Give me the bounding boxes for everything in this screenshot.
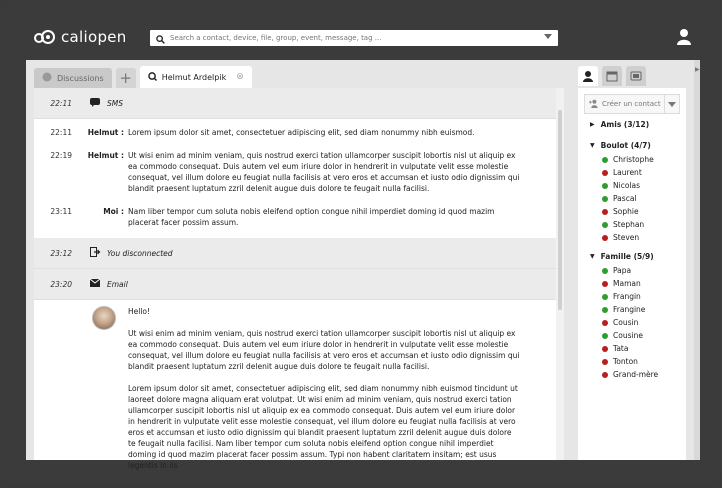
group-time: 22:11 xyxy=(50,98,72,108)
contact-name: Sophie xyxy=(613,207,639,216)
contact-name: Papa xyxy=(613,266,632,275)
status-dot xyxy=(602,359,608,365)
contacts-sidebar xyxy=(578,66,698,460)
contact-item[interactable] xyxy=(602,264,686,277)
status-dot xyxy=(602,183,608,189)
group-title: Famille (5/9) xyxy=(600,252,654,261)
top-bar xyxy=(26,24,700,54)
contact-name: Cousin xyxy=(613,318,639,327)
email-paragraph: Ut wisi enim ad minim veniam, quis nostrud exerci tation ullamcorper suscipit lobortis nisl ut aliquip ex ea commodo consequat. Duis autem vel eum iriure dolor in hendrerit in vulputate velit esse molestie consequat, vel illum dolore eu feugiat nulla facilisis at vero eros et accumsan et iusto odio dignissim qui blandit praesent luptatum zzril delenit augue duis dolore te feugait nulla facilisi. xyxy=(128,329,520,371)
email-body xyxy=(128,306,520,482)
group-time: 23:20 xyxy=(50,279,72,289)
status-dot xyxy=(602,307,608,313)
contact-item[interactable] xyxy=(602,329,686,342)
contact-item[interactable] xyxy=(602,179,686,192)
message-text: Lorem ipsum dolor sit amet, consectetuer adipiscing elit, sed diam nonummy nibh euismod. xyxy=(128,128,475,137)
triangle-down-icon: ▼ xyxy=(590,253,595,260)
group-title: Amis (3/12) xyxy=(600,120,650,129)
contacts-tab-icon[interactable] xyxy=(578,66,598,86)
status-dot xyxy=(602,157,608,163)
avatar[interactable] xyxy=(92,306,116,330)
sms-icon xyxy=(90,98,104,109)
contact-name: Pascal xyxy=(613,194,637,203)
message-time: 22:11 xyxy=(50,128,72,137)
message-row xyxy=(34,125,564,140)
message-time: 22:19 xyxy=(50,151,72,160)
search-icon[interactable] xyxy=(153,29,167,48)
triangle-right-icon: ▶ xyxy=(590,121,595,128)
contact-name: Tonton xyxy=(613,357,638,366)
contact-name: Frangine xyxy=(613,305,646,314)
message-row xyxy=(34,204,564,230)
group-time: 23:12 xyxy=(50,248,72,258)
contact-item[interactable] xyxy=(602,192,686,205)
app-logo[interactable] xyxy=(34,28,127,46)
search-bar[interactable] xyxy=(150,30,558,46)
speech-bubble-icon xyxy=(42,72,52,84)
search-dropdown-icon[interactable] xyxy=(544,34,552,39)
envelope-icon xyxy=(90,279,104,289)
contact-item[interactable] xyxy=(602,303,686,316)
group-title: Boulot (4/7) xyxy=(600,141,651,150)
contact-group-boulot xyxy=(578,141,686,244)
devices-tab-icon[interactable] xyxy=(626,66,646,86)
close-tab-icon[interactable]: ⊗ xyxy=(236,72,244,82)
contacts-panel xyxy=(578,88,686,460)
contact-name: Nicolas xyxy=(613,181,640,190)
contact-item[interactable] xyxy=(602,316,686,329)
calendar-tab-icon[interactable] xyxy=(602,66,622,86)
user-menu-icon[interactable] xyxy=(676,28,692,50)
message-author: Moi : xyxy=(103,207,124,216)
scrollbar-thumb[interactable] xyxy=(558,110,562,310)
group-label: SMS xyxy=(107,98,123,108)
sidebar-tabs xyxy=(578,66,698,86)
conversation-panel xyxy=(34,88,564,470)
contact-item[interactable] xyxy=(602,342,686,355)
contact-item[interactable] xyxy=(602,290,686,303)
contact-item[interactable] xyxy=(602,153,686,166)
status-dot xyxy=(602,268,608,274)
contact-group-famille xyxy=(578,252,686,381)
create-contact-dropdown-icon[interactable] xyxy=(664,95,679,113)
status-dot xyxy=(602,222,608,228)
group-toggle[interactable] xyxy=(590,141,686,150)
group-label: Email xyxy=(107,279,128,289)
contact-name: Cousine xyxy=(613,331,643,340)
search-input[interactable] xyxy=(170,34,530,42)
message-time: 23:11 xyxy=(50,207,72,216)
create-contact-button[interactable] xyxy=(584,94,680,114)
contact-group-amis xyxy=(578,120,686,129)
email-message xyxy=(34,300,564,488)
new-tab-button[interactable]: + xyxy=(116,68,136,88)
group-header-disconnect xyxy=(34,238,564,269)
group-header-sms[interactable] xyxy=(34,88,564,119)
tab-label: Discussions xyxy=(57,73,104,83)
message-text: Nam liber tempor cum soluta nobis eleifend option congue nihil imperdiet doming id quod mazim placerat facer possim assum. xyxy=(128,207,495,227)
contact-name: Steven xyxy=(613,233,640,242)
logout-icon xyxy=(90,247,104,259)
tab-bar xyxy=(34,66,256,88)
message-author: Helmut : xyxy=(87,128,124,137)
contact-name: Maman xyxy=(613,279,641,288)
contact-name: Laurent xyxy=(613,168,642,177)
contact-item[interactable] xyxy=(602,277,686,290)
group-toggle[interactable] xyxy=(590,252,686,261)
contact-name: Christophe xyxy=(613,155,654,164)
message-group xyxy=(34,119,564,238)
status-dot xyxy=(602,333,608,339)
message-author: Helmut : xyxy=(87,151,124,160)
search-icon xyxy=(148,72,157,83)
add-contact-icon xyxy=(589,99,598,110)
contact-name: Grand-mère xyxy=(613,370,659,379)
contact-item[interactable] xyxy=(602,218,686,231)
contact-item[interactable] xyxy=(602,355,686,368)
app-name: caliopen xyxy=(61,28,127,46)
contact-name: Tata xyxy=(613,344,629,353)
email-paragraph: Lorem ipsum dolor sit amet, consectetuer adipiscing elit, sed diam nonummy nibh euismod tincidunt ut laoreet dolore magna aliquam erat volutpat. Ut wisi enim ad minim veniam, quis nostrud exerci tation ullamcorper suscipit lobortis nisl ut aliquip ex ea commodo consequat. Duis autem vel eum iriure dolor in hendrerit in vulputate velit esse molestie consequat, vel illum dolore eu feugiat nulla facilisis at vero eros et accumsan et iusto odio dignissim qui blandit praesent luptatum zzril delenit augue duis dolore te feugait nulla facilisi. Nam liber tempor cum soluta nobis eleifend option congue nihil imperdiet doming id quod mazim placerat facer possim assum. Typi non habent claritatem insitam; est usus legentis in iis xyxy=(128,384,518,470)
status-dot xyxy=(602,346,608,352)
contact-name: Stephan xyxy=(613,220,645,229)
status-dot xyxy=(602,170,608,176)
triangle-down-icon: ▼ xyxy=(590,142,595,149)
status-dot xyxy=(602,209,608,215)
status-dot xyxy=(602,320,608,326)
group-label: You disconnected xyxy=(107,248,173,258)
contact-item[interactable] xyxy=(602,368,686,381)
tab-helmut-ardelpik[interactable] xyxy=(140,66,252,88)
contact-item[interactable] xyxy=(602,231,686,244)
status-dot xyxy=(602,235,608,241)
message-text: Ut wisi enim ad minim veniam, quis nostrud exerci tation ullamcorper suscipit lobortis nisl ut aliquip ex ea commodo consequat. Duis autem vel eum iriure dolor in hendrerit in vulputate velit esse molestie consequat, vel illum dolore eu feugiat nulla facilisis at vero eros et accumsan et iusto odio dignissim qui blandit praesent luptatum zzril delenit augue duis dolore te feugait nulla facilisi. xyxy=(128,151,520,193)
group-toggle[interactable] xyxy=(590,120,686,129)
tab-discussions[interactable] xyxy=(34,68,112,88)
contact-item[interactable] xyxy=(602,205,686,218)
contact-item[interactable] xyxy=(602,166,686,179)
status-dot xyxy=(602,196,608,202)
status-dot xyxy=(602,281,608,287)
sidebar-collapse-handle[interactable] xyxy=(694,60,700,460)
conversation-scrollbar[interactable] xyxy=(556,88,564,460)
main-content xyxy=(26,60,700,470)
create-contact-label: Créer un contact xyxy=(602,100,661,108)
chevron-right-icon: ▶ xyxy=(695,66,700,73)
group-header-email[interactable] xyxy=(34,269,564,300)
caliopen-logo-icon xyxy=(34,30,56,44)
message-row xyxy=(34,148,564,196)
contact-name: Frangin xyxy=(613,292,641,301)
tab-label: Helmut Ardelpik xyxy=(161,72,227,82)
status-dot xyxy=(602,294,608,300)
status-dot xyxy=(602,372,608,378)
email-greeting: Hello! xyxy=(128,307,151,316)
